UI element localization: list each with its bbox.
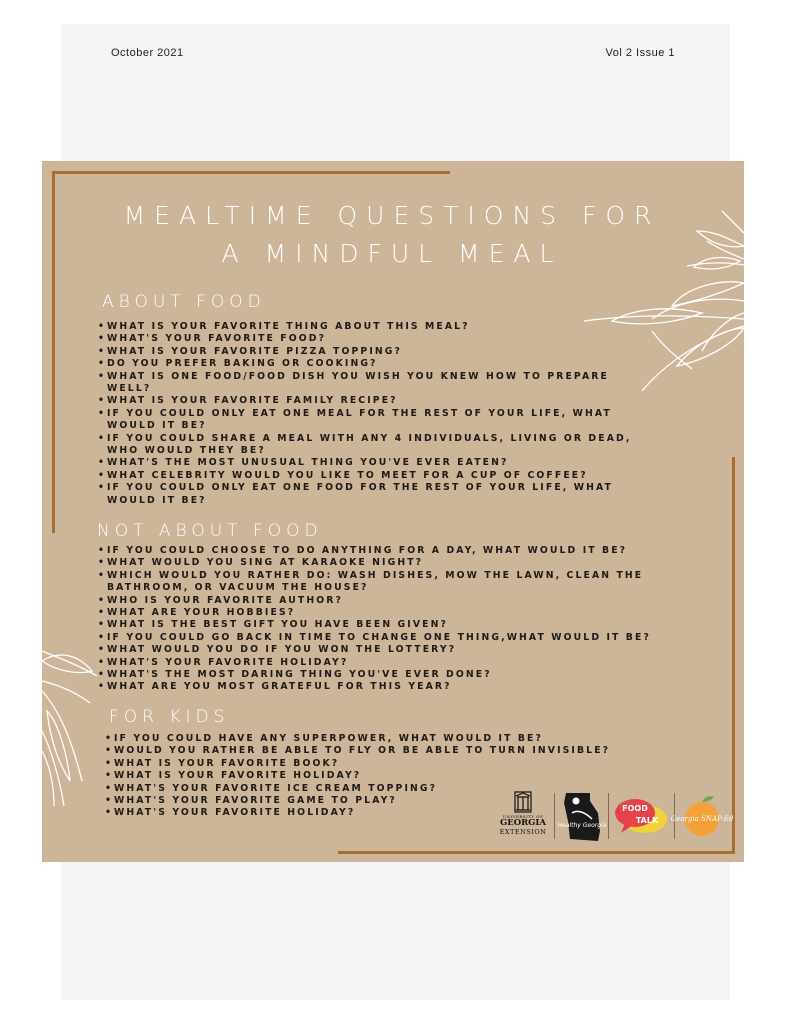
list-item: • IF YOU COULD SHARE A MEAL WITH ANY 4 INDIVIDUALS, LIVING OR DEAD, WHO WOULD THEY BE?: [98, 433, 658, 458]
peach-icon: [670, 793, 734, 841]
list-item: • WHAT ARE YOUR HOBBIES?: [98, 607, 678, 619]
title-line-2: A MINDFUL MEAL: [221, 239, 563, 268]
frame-line-bottom: [338, 851, 735, 854]
healthy-georgia-text: Healthy Georgia: [557, 822, 607, 829]
list-item: • WHAT IS YOUR FAVORITE THING ABOUT THIS MEAL?: [98, 321, 658, 333]
list-item: • IF YOU COULD CHOOSE TO DO ANYTHING FOR A DAY, WHAT WOULD IT BE?: [98, 545, 678, 557]
talk-text: TALK: [635, 816, 659, 825]
not-about-food-list: [98, 545, 678, 694]
section-heading-about-food: ABOUT FOOD: [102, 292, 266, 312]
list-item: • IF YOU COULD HAVE ANY SUPERPOWER, WHAT WOULD IT BE?: [105, 733, 665, 745]
healthy-georgia-logo: [557, 791, 607, 843]
section-heading-for-kids: FOR KIDS: [109, 707, 230, 727]
page-title: [82, 197, 702, 273]
list-item: • DO YOU PREFER BAKING OR COOKING?: [98, 358, 658, 370]
partner-logos: [496, 789, 734, 845]
uga-line-3: EXTENSION: [499, 828, 547, 836]
list-item: • WOULD YOU RATHER BE ABLE TO FLY OR BE ABLE TO TURN INVISIBLE?: [105, 745, 665, 757]
arch-icon: [514, 791, 532, 813]
uga-line-2: GEORGIA: [499, 818, 547, 828]
section-heading-not-about-food: NOT ABOUT FOOD: [97, 521, 323, 541]
logo-divider: [554, 793, 555, 839]
list-item: • WHAT'S YOUR FAVORITE FOOD?: [98, 333, 658, 345]
speech-bubbles-icon: [613, 795, 669, 837]
frame-line-left: [52, 171, 55, 533]
georgia-state-icon: [557, 791, 607, 843]
list-item: • WHAT IS YOUR FAVORITE BOOK?: [105, 758, 665, 770]
mealtime-questions-panel: [42, 161, 744, 862]
list-item: • WHAT'S YOUR FAVORITE HOLIDAY?: [98, 657, 678, 669]
list-item: • WHAT WOULD YOU SING AT KARAOKE NIGHT?: [98, 557, 678, 569]
list-item: • IF YOU COULD GO BACK IN TIME TO CHANGE ONE THING,WHAT WOULD IT BE?: [98, 632, 678, 644]
list-item: • WHAT IS THE BEST GIFT YOU HAVE BEEN GIVEN?: [98, 619, 678, 631]
food-text: FOOD: [622, 804, 648, 813]
list-item: • WHAT'S THE MOST UNUSUAL THING YOU'VE EVER EATEN?: [98, 457, 658, 469]
frame-line-top: [52, 171, 450, 174]
leaf-decoration-left-icon: [42, 631, 102, 811]
georgia-snap-ed-logo: [670, 793, 734, 841]
list-item: • WHICH WOULD YOU RATHER DO: WASH DISHES, MOW THE LAWN, CLEAN THE BATHROOM, OR VACUUM THE HOUSE?: [98, 570, 678, 595]
list-item: • WHAT WOULD YOU DO IF YOU WON THE LOTTERY?: [98, 644, 678, 656]
newsletter-issue: Vol 2 Issue 1: [605, 47, 675, 59]
list-item: • WHAT CELEBRITY WOULD YOU LIKE TO MEET FOR A CUP OF COFFEE?: [98, 470, 658, 482]
list-item: • WHAT'S THE MOST DARING THING YOU'VE EVER DONE?: [98, 669, 678, 681]
logo-divider: [608, 793, 609, 839]
food-talk-logo: [613, 795, 669, 837]
uga-extension-logo: [496, 789, 550, 845]
list-item: • WHAT ARE YOU MOST GRATEFUL FOR THIS YEAR?: [98, 681, 678, 693]
about-food-list: [98, 321, 658, 507]
frame-line-right: [732, 457, 735, 854]
list-item: • WHAT'S YOUR FAVORITE HOLIDAY?: [105, 807, 665, 819]
list-item: • IF YOU COULD ONLY EAT ONE MEAL FOR THE REST OF YOUR LIFE, WHAT WOULD IT BE?: [98, 408, 658, 433]
newsletter-date: October 2021: [111, 47, 184, 59]
list-item: • WHAT'S YOUR FAVORITE ICE CREAM TOPPING?: [105, 783, 665, 795]
georgia-snap-ed-text: Georgia SNAP-Ed: [670, 815, 734, 823]
uga-line-1: UNIVERSITY OF: [502, 814, 544, 819]
list-item: • IF YOU COULD ONLY EAT ONE FOOD FOR THE REST OF YOUR LIFE, WHAT WOULD IT BE?: [98, 482, 658, 507]
list-item: • WHAT IS YOUR FAVORITE FAMILY RECIPE?: [98, 395, 658, 407]
list-item: • WHO IS YOUR FAVORITE AUTHOR?: [98, 595, 678, 607]
list-item: • WHAT'S YOUR FAVORITE GAME TO PLAY?: [105, 795, 665, 807]
list-item: • WHAT IS YOUR FAVORITE PIZZA TOPPING?: [98, 346, 658, 358]
list-item: • WHAT IS YOUR FAVORITE HOLIDAY?: [105, 770, 665, 782]
title-line-1: MEALTIME QUESTIONS FOR: [123, 201, 661, 230]
list-item: • WHAT IS ONE FOOD/FOOD DISH YOU WISH YOU KNEW HOW TO PREPARE WELL?: [98, 371, 658, 396]
